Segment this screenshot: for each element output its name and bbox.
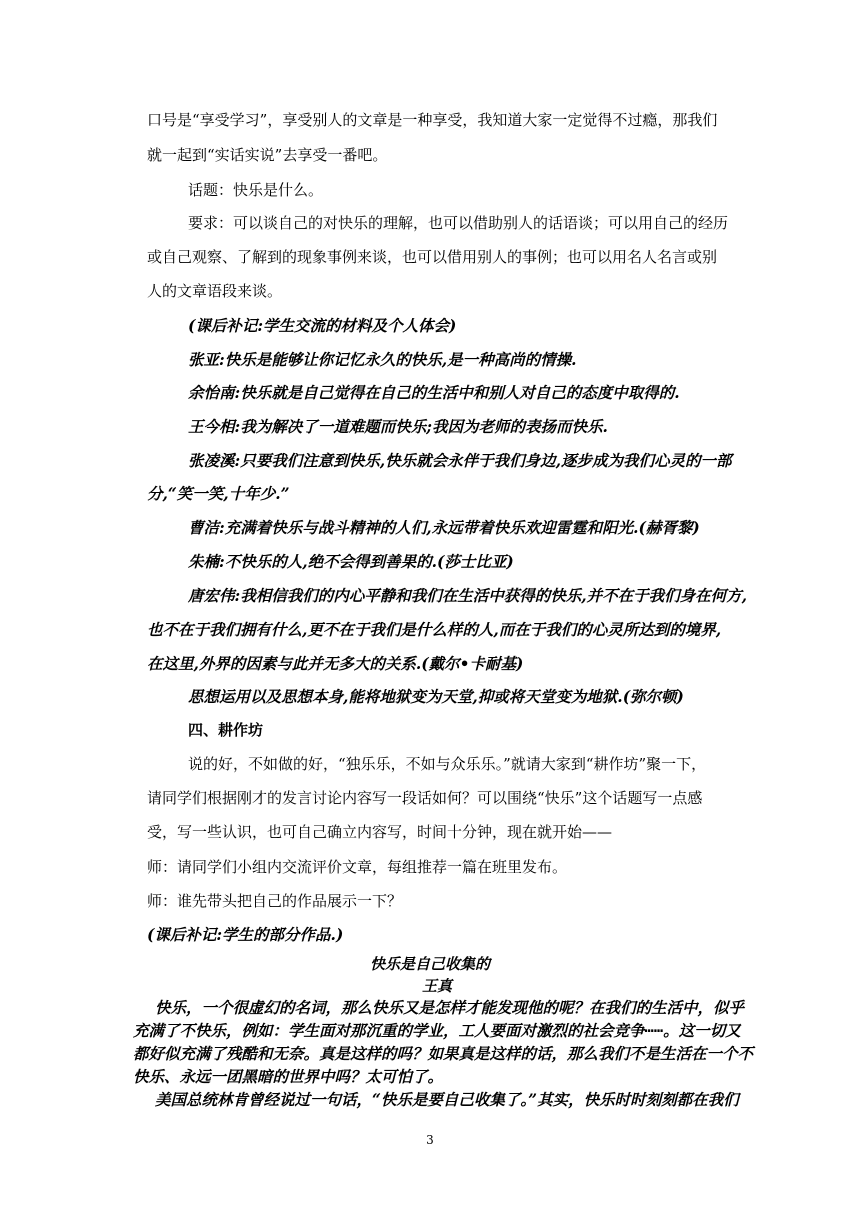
paragraph-line: 请同学们根据刚才的发言讨论内容写一段话如何？可以围绕“快乐”这个话题写一点感 — [147, 789, 703, 807]
topic-line: 话题：快乐是什么。 — [188, 181, 324, 199]
requirement-line: 要求：可以谈自己的对快乐的理解，也可以借助别人的话语谈；可以用自己的经历 — [188, 214, 729, 232]
student-quote: 在这里,外界的因素与此并无多大的关系.(戴尔•卡耐基) — [147, 654, 524, 673]
teacher-line: 师：谁先带头把自己的作品展示一下？ — [147, 892, 403, 910]
paragraph-line: 说的好，不如做的好，“独乐乐，不如与众乐乐。”就请大家到“耕作坊”聚一下， — [188, 755, 707, 773]
requirement-line: 人的文章语段来谈。 — [147, 282, 283, 300]
essay-line: 充满了不快乐，例如：学生面对那沉重的学业，工人要面对激烈的社会竞争┅┅。这一切又 — [133, 1021, 741, 1040]
teacher-line: 师：请同学们小组内交流评价文章，每组推荐一篇在班里发布。 — [147, 858, 568, 876]
student-quote: 张凌溪:只要我们注意到快乐,快乐就会永伴于我们身边,逐步成为我们心灵的一部 — [188, 451, 732, 470]
student-quote: 曹洁:充满着快乐与战斗精神的人们,永远带着快乐欢迎雷霆和阳光.(赫胥黎) — [188, 518, 700, 537]
student-quote: 张亚:快乐是能够让你记忆永久的快乐,是一种高尚的情操. — [188, 350, 577, 369]
after-class-note: (课后补记:学生的部分作品.) — [147, 925, 344, 944]
section-heading: 四、耕作坊 — [188, 721, 264, 739]
essay-author: 王真 — [421, 977, 452, 995]
after-class-note: (课后补记:学生交流的材料及个人体会) — [188, 316, 457, 335]
student-quote: 余怡南:快乐就是自己觉得在自己的生活中和别人对自己的态度中取得的. — [188, 383, 680, 402]
paragraph-line: 受，写一些认识，也可自己确立内容写，时间十分钟，现在就开始—— — [147, 823, 613, 841]
student-quote: 也不在于我们拥有什么,更不在于我们是什么样的人,而在于我们的心灵所达到的境界, — [147, 620, 722, 639]
requirement-line: 或自己观察、了解到的现象事例来谈，也可以借用别人的事例；也可以用名人名言或别 — [147, 248, 718, 266]
student-quote: 思想运用以及思想本身,能将地狱变为天堂,抑或将天堂变为地狱.(弥尔顿) — [188, 687, 684, 706]
essay-line: 快乐，一个很虚幻的名词，那么快乐又是怎样才能发现他的呢？在我们的生活中，似乎 — [155, 998, 745, 1017]
student-quote: 王今相:我为解决了一道难题而快乐;我因为老师的表扬而快乐. — [188, 417, 608, 436]
essay-title: 快乐是自己收集的 — [369, 955, 490, 973]
paragraph-line: 口号是“享受学习”，享受别人的文章是一种享受，我知道大家一定觉得不过瘾，那我们 — [147, 111, 718, 129]
student-quote: 唐宏伟:我相信我们的内心平静和我们在生活中获得的快乐,并不在于我们身在何方, — [188, 586, 748, 605]
student-quote: 朱楠:不快乐的人,绝不会得到善果的.(莎士比亚) — [188, 552, 514, 571]
page-number: 3 — [426, 1133, 434, 1147]
paragraph-line: 就一起到“实话实说”去享受一番吧。 — [147, 146, 388, 164]
student-quote: 分,“笑一笑,十年少.” — [147, 484, 290, 503]
essay-line: 美国总统林肯曾经说过一句话，“快乐是要自己收集了。”其实，快乐时时刻刻都在我们 — [155, 1090, 739, 1109]
essay-line: 都好似充满了残酷和无奈。真是这样的吗？如果真是这样的话，那么我们不是生活在一个不 — [133, 1044, 754, 1063]
essay-line: 快乐、永远一团黑暗的世界中吗？太可怕了。 — [133, 1067, 444, 1086]
